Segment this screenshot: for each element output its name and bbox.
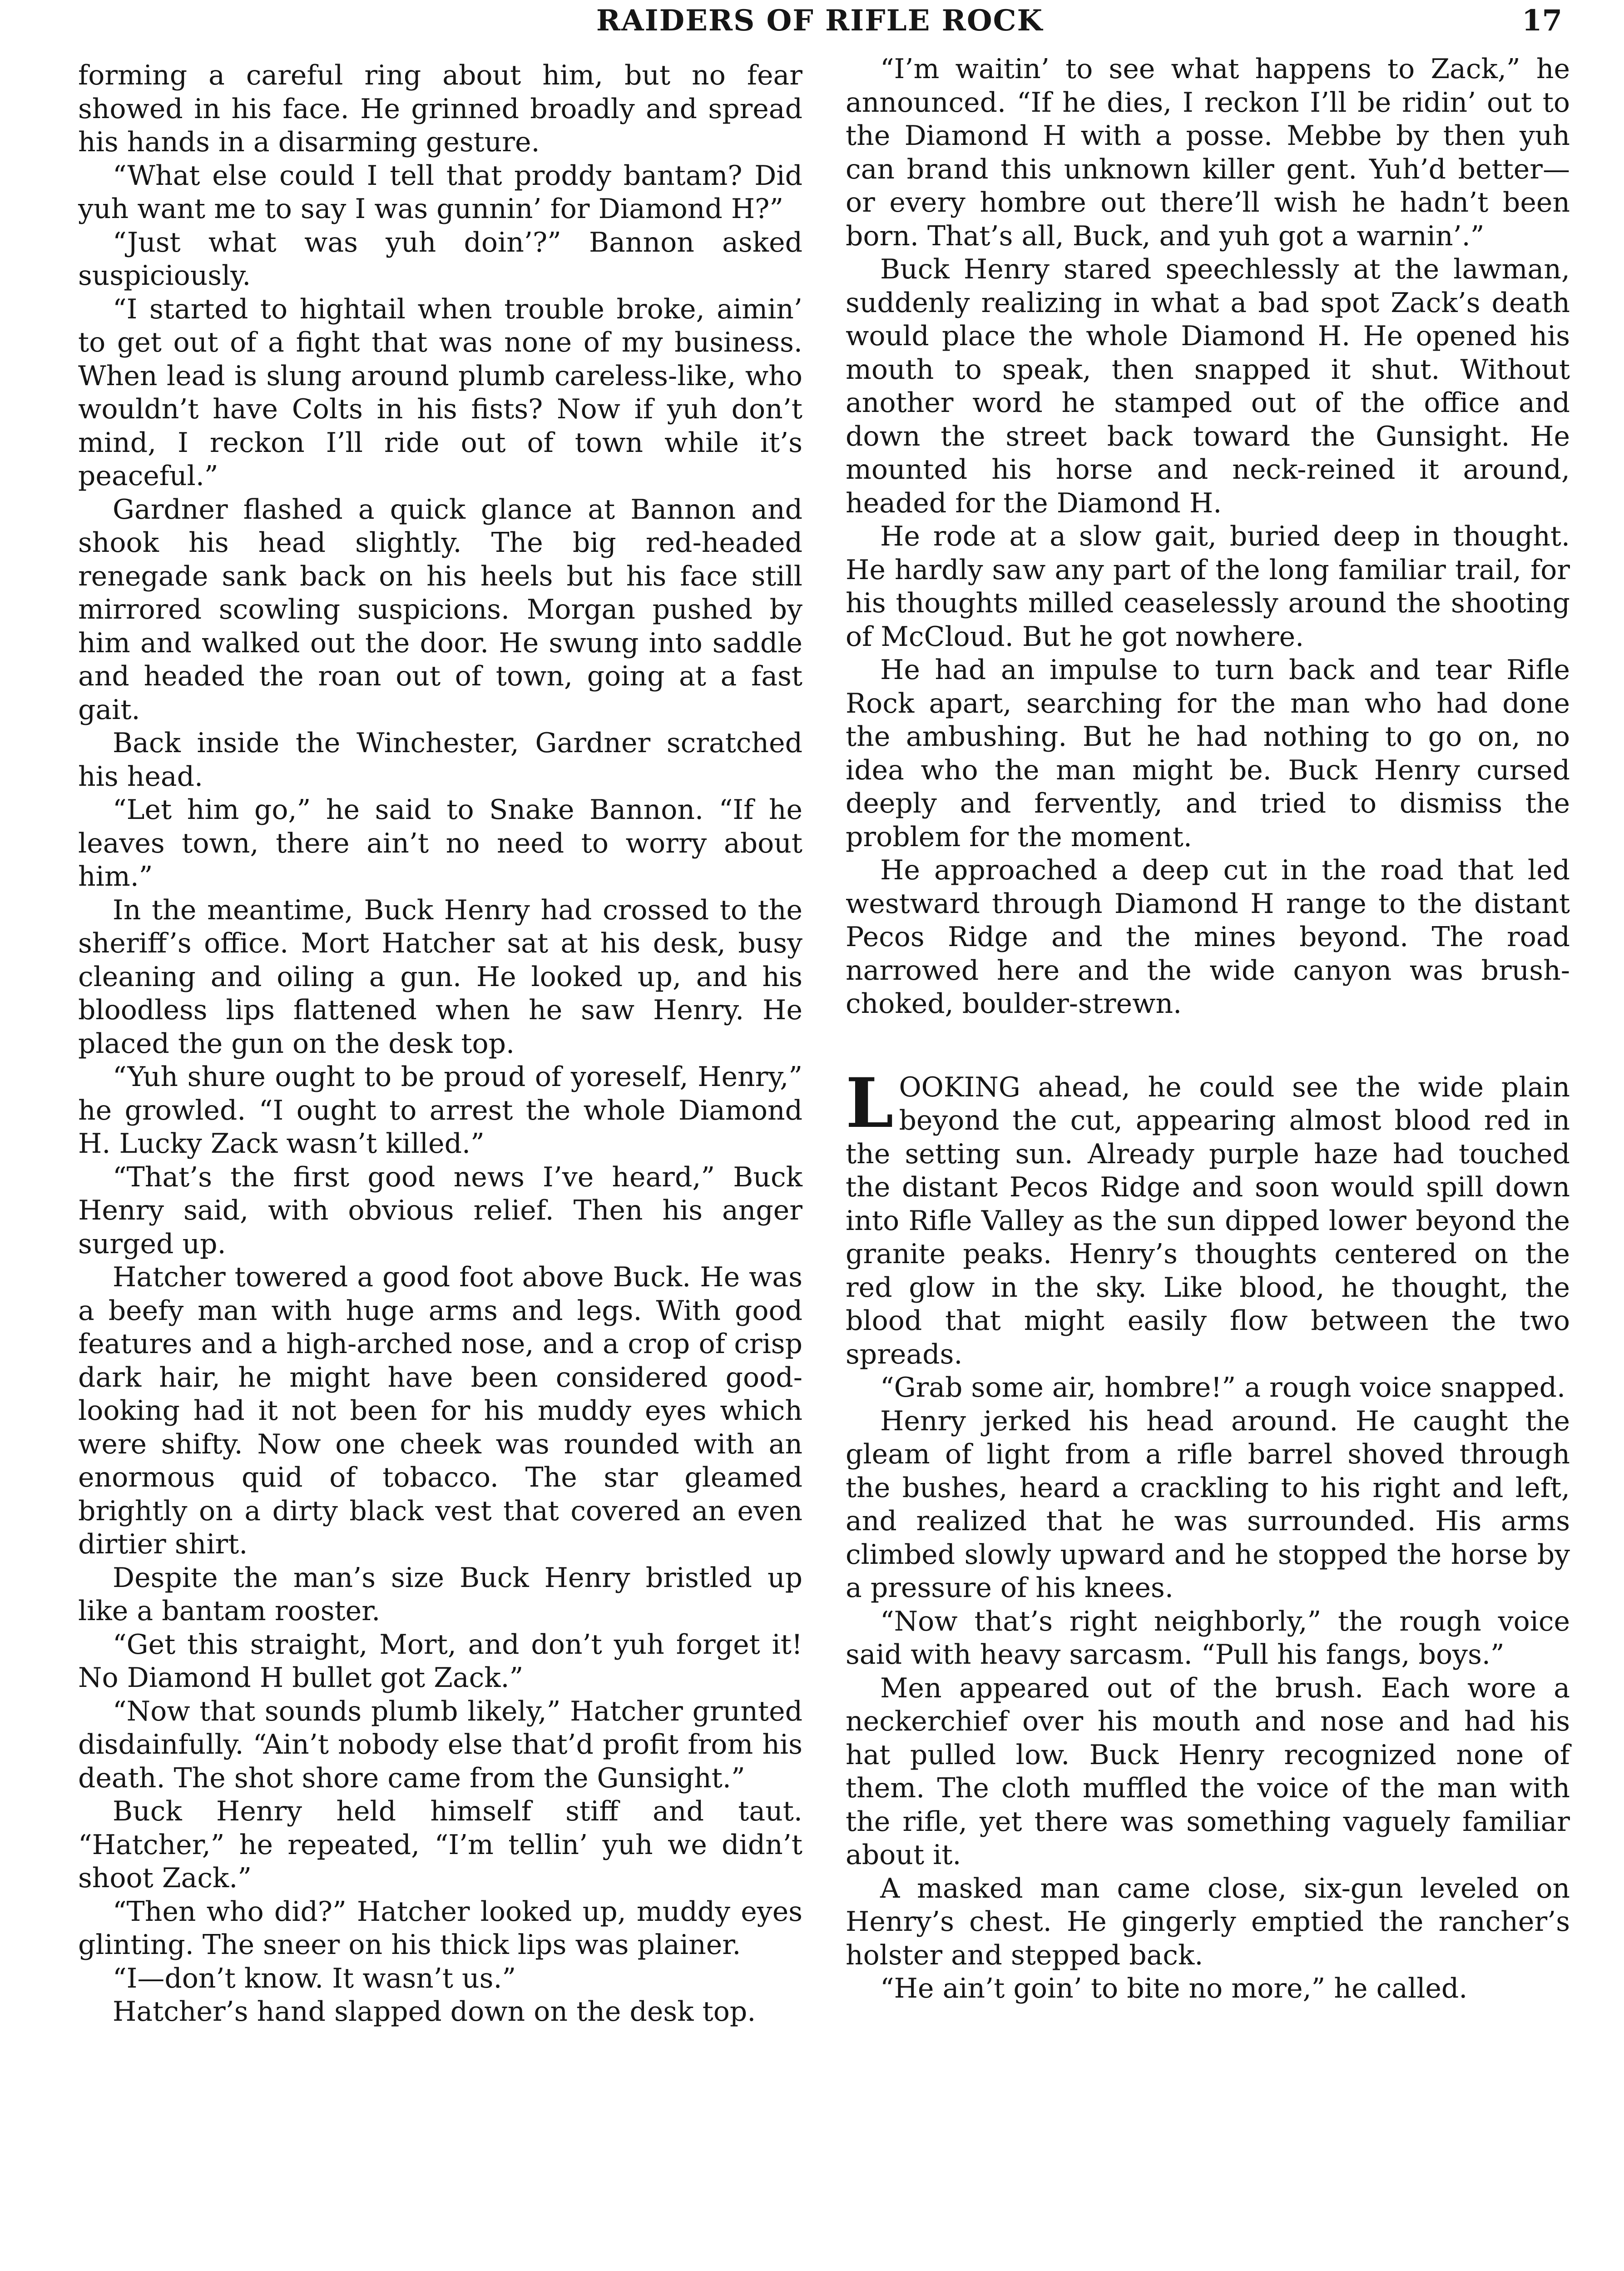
book-title: RAIDERS OF RIFLE ROCK (596, 4, 1044, 38)
paragraph: “Grab some air, hombre!” a rough voice snapped. (880, 1372, 1566, 1403)
paragraph: Buck Henry held himself stiff and taut. “Hatcher,” he repeated, “I’m tellin’ yuh we didn’t shoot Zack.” (78, 1795, 802, 1894)
paragraph: Despite the man’s size Buck Henry bristled up like a bantam rooster. (78, 1562, 802, 1627)
paragraph: “I’m waitin’ to see what happens to Zack,” he announced. “If he dies, I reckon I’ll be ridin’ out to the Diamond H with a posse. Mebbe by then yuh can brand this unknown killer gent. Yuh’d better—or every hombre out there’ll wish he hadn’t been born. That’s all, Buck, and yuh got a warnin’.” (846, 53, 1570, 252)
paragraph: “That’s the first good news I’ve heard,” Buck Henry said, with obvious relief. Then his anger surged up. (78, 1161, 802, 1260)
section-lead-paragraph (846, 1063, 1570, 1372)
paragraph: “Get this straight, Mort, and don’t yuh forget it! No Diamond H bullet got Zack.” (78, 1628, 802, 1694)
section-lead-text: OOKING ahead, he could see the wide plain beyond the cut, appearing almost blood red in the setting sun. Already purple haze had touched the distant Pecos Ridge and soon would spill down into Rifle Valley as the sun dipped lower beyond the granite peaks. Henry’s thoughts centered on the red glow in the sky. Like blood, he thought, the blood that might easily flow between the two spreads. (846, 1071, 1570, 1370)
paragraph: In the meantime, Buck Henry had crossed to the sheriff’s office. Mort Hatcher sat at his desk, busy cleaning and oiling a gun. He looked up, and his bloodless lips flattened when he saw Henry. He placed the gun on the desk top. (78, 894, 802, 1060)
paragraph: Men appeared out of the brush. Each wore a neckerchief over his mouth and nose and had his hat pulled low. Buck Henry recognized none of them. The cloth muffled the voice of the man with the rifle, yet there was something vaguely familiar about it. (846, 1672, 1570, 1871)
paragraph: “He ain’t goin’ to bite no more,” he called. (880, 1973, 1468, 2004)
paragraph: Gardner flashed a quick glance at Bannon and shook his head slightly. The big red-headed renegade sank back on his heels but his face still mirrored scowling suspicions. Morgan pushed by him and walked out the door. He swung into saddle and headed the roan out of town, going at a fast gait. (78, 493, 802, 726)
paragraph: Buck Henry stared speechlessly at the lawman, suddenly realizing in what a bad spot Zack’s death would place the whole Diamond H. He opened his mouth to speak, then snapped it shut. Without another word he stamped out of the office and down the street back toward the Gunsight. He mounted his horse and neck-reined it around, headed for the Diamond H. (846, 253, 1570, 519)
paragraph: A masked man came close, six-gun leveled on Henry’s chest. He gingerly emptied the rancher’s holster and stepped back. (846, 1872, 1570, 1971)
paragraph: “Then who did?” Hatcher looked up, muddy eyes glinting. The sneer on his thick lips was plainer. (78, 1895, 802, 1961)
paragraph: “I started to hightail when trouble broke, aimin’ to get out of a fight that was none of my business. When lead is slung around plumb careless-like, who wouldn’t have Colts in his fists? Now if yuh don’t mind, I reckon I’ll ride out of town while it’s peaceful.” (78, 293, 802, 492)
paragraph: “Let him go,” he said to Snake Bannon. “If he leaves town, there ain’t no need to worry about him.” (78, 794, 802, 893)
paragraph: “Yuh shure ought to be proud of yoreself, Henry,” he growled. “I ought to arrest the whole Diamond H. Lucky Zack wasn’t killed.” (78, 1061, 802, 1160)
paragraph: Back inside the Winchester, Gardner scratched his head. (78, 727, 802, 793)
paragraph: forming a careful ring about him, but no fear showed in his face. He grinned broadly and spread his hands in a disarming gesture. (78, 60, 802, 158)
paragraph: Henry jerked his head around. He caught the gleam of light from a rifle barrel shoved through the bushes, heard a crackling to his right and left, and realized that he was surrounded. His arms climbed slowly upward and he stopped the horse by a pressure of his knees. (846, 1405, 1570, 1604)
paragraph: He approached a deep cut in the road that led westward through Diamond H range to the distant Pecos Ridge and the mines beyond. The road narrowed here and the wide canyon was brush-choked, boulder-strewn. (846, 854, 1570, 1020)
paragraph: He had an impulse to turn back and tear Rifle Rock apart, searching for the man who had done the ambushing. But he had nothing to go on, no idea who the man might be. Buck Henry cursed deeply and fervently, and tried to dismiss the problem for the moment. (846, 654, 1570, 853)
page-number: 17 (1521, 4, 1562, 38)
section-break (846, 1021, 1570, 1071)
paragraph: Hatcher’s hand slapped down on the desk top. (113, 1996, 756, 2028)
running-header (77, 0, 1562, 44)
drop-cap: L (846, 1063, 894, 1143)
right-column (846, 53, 1570, 2006)
left-column (78, 59, 802, 2029)
paragraph: “I—don’t know. It wasn’t us.” (113, 1962, 516, 1994)
paragraph: “What else could I tell that proddy bantam? Did yuh want me to say I was gunnin’ for Diamond H?” (78, 159, 802, 225)
paragraph: “Just what was yuh doin’?” Bannon asked suspiciously. (78, 226, 802, 292)
paragraph: He rode at a slow gait, buried deep in thought. He hardly saw any part of the long familiar trail, for his thoughts milled ceaselessly around the shooting of McCloud. But he got nowhere. (846, 521, 1570, 653)
paragraph: “Now that sounds plumb likely,” Hatcher grunted disdainfully. “Ain’t nobody else that’d profit from his death. The shot shore came from the Gunsight.” (78, 1695, 802, 1794)
paragraph: “Now that’s right neighborly,” the rough voice said with heavy sarcasm. “Pull his fangs, boys.” (846, 1605, 1570, 1671)
paragraph: Hatcher towered a good foot above Buck. He was a beefy man with huge arms and legs. With good features and a high-arched nose, and a crop of crisp dark hair, he might have been considered good-looking had it not been for his muddy eyes which were shifty. Now one cheek was rounded with an enormous quid of tobacco. The star gleamed brightly on a dirty black vest that covered an even dirtier shirt. (78, 1261, 802, 1560)
